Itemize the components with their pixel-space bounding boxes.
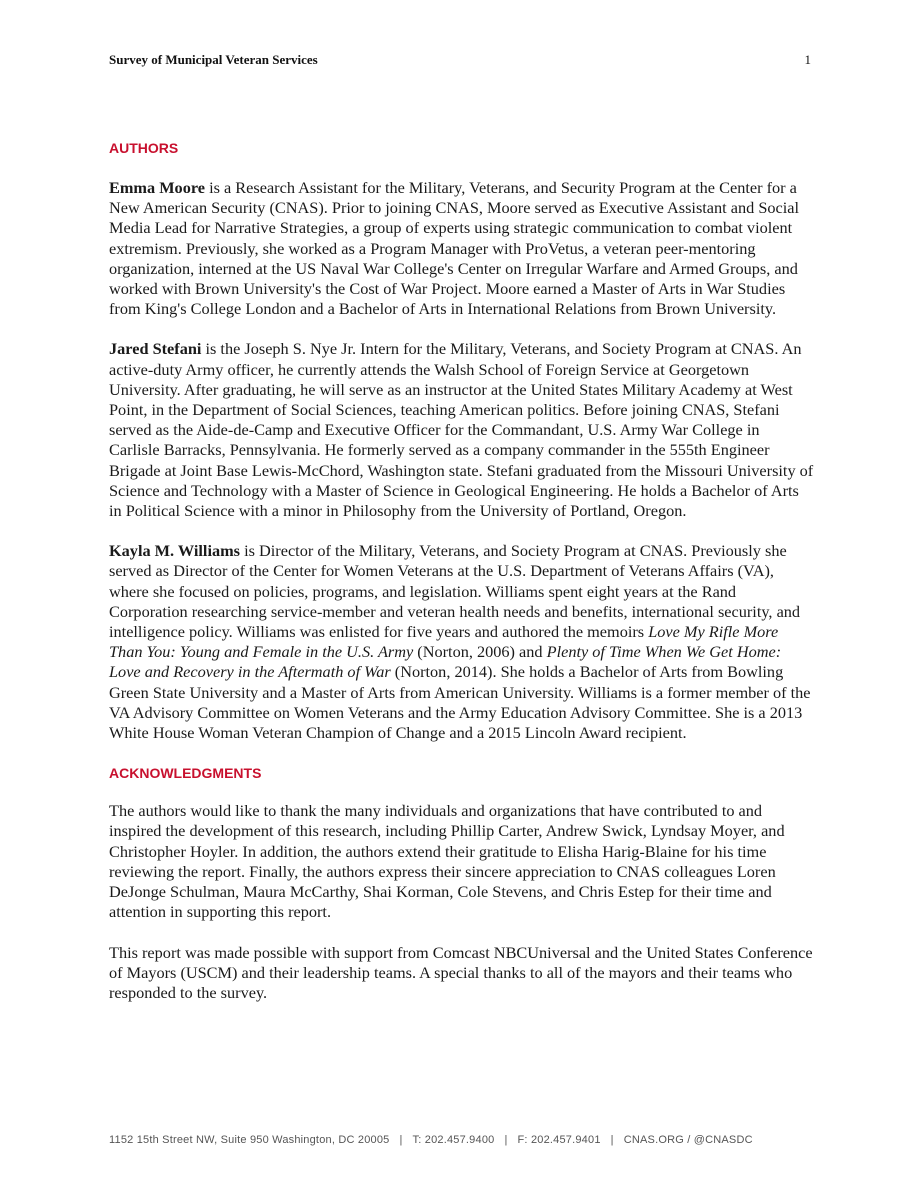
author-bio-text: is Director of the Military, Veterans, and Society Program at CNAS. Previously she served as Director of the Center for Women Veterans at the U.S. Department of Veterans Affairs (VA), where she focused on policies, programs, and legislation. Williams spent eight years at the Rand Corporation researching service-member and veteran health needs and benefits, international security, and intelligence policy. Williams was enlisted for five years and authored the memoirs	[109, 541, 801, 642]
page-number: 1	[804, 52, 811, 67]
running-header	[109, 52, 811, 74]
footer-separator: |	[610, 1134, 614, 1146]
author-bio-text: is the Joseph S. Nye Jr. Intern for the Military, Veterans, and Society Program at CNAS. An active-duty Army officer, he currently attends the Walsh School of Foreign Service at Georgetown University. After graduating, he will serve as an instructor at the United States Military Academy at West Point, in the Department of Social Sciences, teaching American politics. Before joining CNAS, Stefani served as the Aide-de-Camp and Executive Officer for the Commandant, U.S. Army War College in Carlisle Barracks, Pennsylvania. He formerly served as a company commander in the 555th Engineer Brigade at Joint Base Lewis-McChord, Washington state. Stefani graduated from the Missouri University of Science and Technology with a Master of Science in Geological Engineering. He holds a Bachelor of Arts in Political Science with a minor in Philosophy from the University of Portland, Oregon.	[109, 339, 814, 521]
page-footer	[109, 1134, 753, 1146]
main-content	[109, 138, 814, 1023]
author-bio-williams	[109, 541, 814, 743]
author-bio-text: (Norton, 2006) and	[413, 642, 547, 662]
footer-address: 1152 15th Street NW, Suite 950 Washington, DC 20005	[109, 1134, 390, 1146]
author-name: Kayla M. Williams	[109, 541, 241, 561]
footer-separator: |	[399, 1134, 403, 1146]
report-title: Survey of Municipal Veteran Services	[109, 52, 318, 67]
acknowledgments-paragraph: The authors would like to thank the many individuals and organizations that have contributed to and inspired the development of this research, including Phillip Carter, Andrew Swick, Lyndsay Moyer, and Christopher Hoyler. In addition, the authors extend their gratitude to Elisha Harig-Blaine for his time reviewing the report. Finally, the authors express their sincere appreciation to CNAS colleagues Loren DeJonge Schulman, Maura McCarthy, Shai Korman, Cole Stevens, and Chris Estep for their time and attention in supporting this report.	[109, 801, 785, 922]
book-title: Plenty of Time When We Get Home: Love and Recovery in the Aftermath of War	[109, 642, 782, 682]
author-bio-text: is a Research Assistant for the Military, Veterans, and Security Program at the Center for a New American Security (CNAS). Prior to joining CNAS, Moore served as Executive Assistant and Social Media Lead for Narrative Strategies, a group of experts using strategic communication to combat violent extremism. Previously, she worked as a Program Manager with ProVetus, a veteran peer-mentoring organization, interned at the US Naval War College's Center on Irregular Warfare and Armed Groups, and worked with Brown University's the Cost of War Project. Moore earned a Master of Arts in War Studies from King's College London and a Bachelor of Arts in International Relations from Brown University.	[109, 178, 800, 319]
footer-website: CNAS.ORG / @CNASDC	[623, 1134, 753, 1146]
footer-fax: F: 202.457.9401	[517, 1134, 601, 1146]
authors-heading: AUTHORS	[109, 140, 179, 156]
book-title: Love My Rifle More Than You: Young and Female in the U.S. Army	[109, 622, 779, 662]
footer-phone: T: 202.457.9400	[412, 1134, 495, 1146]
author-bio-stefani	[109, 339, 814, 521]
footer-separator: |	[504, 1134, 508, 1146]
support-paragraph: This report was made possible with support from Comcast NBCUniversal and the United States Conference of Mayors (USCM) and their leadership teams. A special thanks to all of the mayors and their teams who responded to the survey.	[109, 942, 813, 1002]
author-name: Jared Stefani	[109, 339, 202, 359]
author-bio-text: (Norton, 2014). She holds a Bachelor of Arts from Bowling Green State University and a Master of Arts from American University. Williams is a former member of the VA Advisory Committee on Women Veterans and the Army Education Advisory Committee. She is a 2013 White House Woman Veteran Champion of Change and a 2015 Lincoln Award recipient.	[109, 662, 811, 743]
acknowledgments-heading: ACKNOWLEDGMENTS	[109, 765, 262, 782]
author-bio-moore	[109, 178, 814, 319]
author-name: Emma Moore	[109, 178, 206, 197]
